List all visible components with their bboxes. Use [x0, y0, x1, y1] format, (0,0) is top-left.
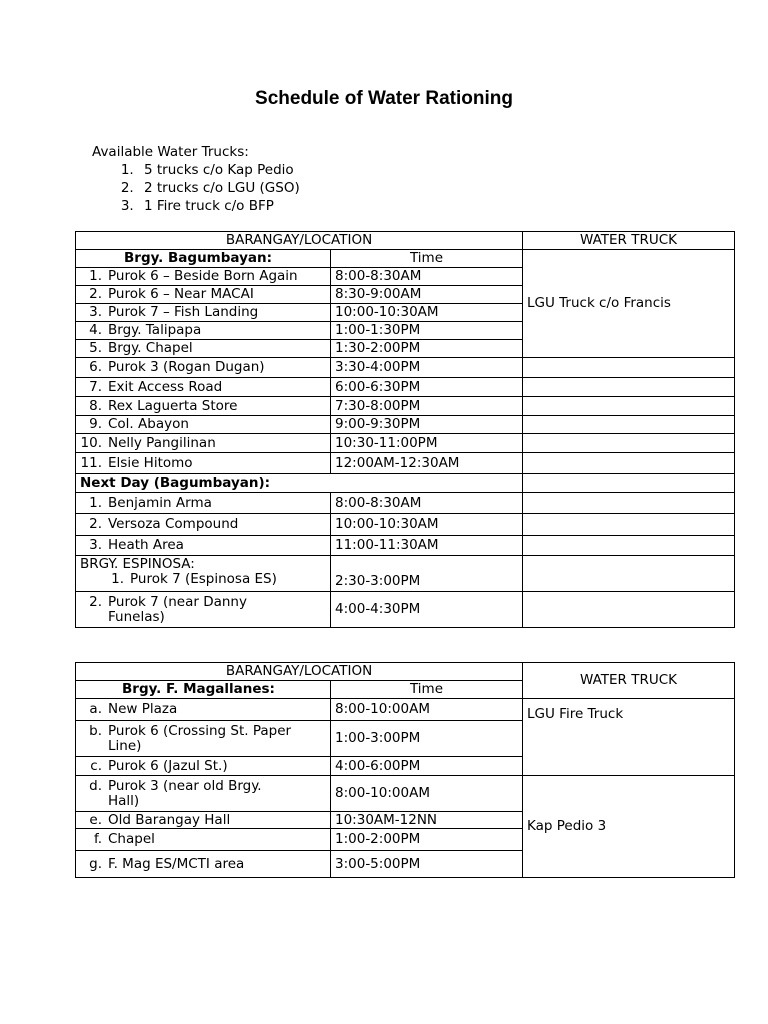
row-number: 4.: [89, 322, 102, 338]
row-number: 2.: [89, 286, 102, 302]
truck-cell-empty: [523, 358, 735, 378]
row-location: Nelly Pangilinan: [108, 434, 216, 451]
header-location: BARANGAY/LOCATION: [76, 232, 523, 250]
table-row: [76, 358, 735, 378]
row-time: 10:30AM-12NN: [331, 812, 523, 829]
row-location: New Plaza: [108, 701, 178, 717]
row-time: 3:30-4:00PM: [331, 358, 523, 378]
row-location: Brgy. Talipapa: [108, 322, 202, 338]
table-row: [76, 378, 735, 397]
row-number: d.: [89, 777, 102, 794]
truck-assignment: LGU Truck c/o Francis: [523, 250, 735, 358]
row-number: e.: [89, 811, 102, 828]
truck-item: 2. 2 trucks c/o LGU (GSO): [138, 179, 300, 197]
truck-cell-empty: [523, 592, 735, 628]
subheader-barangay: Brgy. Bagumbayan:: [76, 250, 331, 268]
row-number: 1.: [89, 494, 102, 511]
truck-cell-empty: [523, 556, 735, 592]
row-number: 1.: [89, 268, 102, 284]
section-row: [76, 474, 735, 493]
table-row: [76, 536, 735, 556]
header-water-truck: WATER TRUCK: [523, 232, 735, 250]
row-time: 10:00-10:30AM: [331, 514, 523, 536]
row-time: 11:00-11:30AM: [331, 536, 523, 556]
row-time: 6:00-6:30PM: [331, 378, 523, 397]
subheader-time: Time: [331, 250, 523, 268]
row-time: 1:00-1:30PM: [331, 322, 523, 340]
table-row: [76, 592, 735, 628]
row-number: 2.: [89, 593, 102, 610]
table-row: [76, 397, 735, 416]
row-location: Purok 7 (Espinosa ES): [130, 571, 277, 587]
subheader-time: Time: [331, 681, 523, 699]
truck-cell-empty: [523, 493, 735, 514]
row-number: g.: [89, 855, 102, 872]
row-location: Purok 6 (Jazul St.): [108, 757, 228, 774]
row-time: 8:30-9:00AM: [331, 286, 523, 304]
row-location: F. Mag ES/MCTI area: [108, 855, 245, 872]
table-row: [76, 699, 735, 721]
row-location: Purok 3 (Rogan Dugan): [108, 359, 265, 375]
row-location: Purok 6 – Beside Born Again: [108, 268, 298, 284]
row-location: Purok 7 (near Danny: [108, 593, 247, 610]
table-row: [76, 453, 735, 474]
row-number: 2.: [89, 516, 102, 532]
truck-cell-empty: [523, 434, 735, 453]
truck-cell-empty: [523, 378, 735, 397]
trucks-list: [92, 161, 300, 215]
row-time: 1:30-2:00PM: [331, 340, 523, 358]
row-number: 7.: [89, 378, 102, 395]
row-location-cont: Line): [108, 737, 142, 754]
row-time: 10:00-10:30AM: [331, 304, 523, 322]
subheader-barangay: Brgy. F. Magallanes:: [76, 681, 331, 699]
table-subheader-row: [76, 250, 735, 268]
row-location: Rex Laguerta Store: [108, 397, 238, 414]
row-number: 1.: [111, 571, 124, 587]
table-row: [76, 493, 735, 514]
row-location: Purok 7 – Fish Landing: [108, 304, 259, 320]
truck-cell-empty: [523, 536, 735, 556]
row-time: 7:30-8:00PM: [331, 397, 523, 416]
row-number: 9.: [89, 416, 102, 432]
available-trucks: [92, 143, 300, 215]
row-location: Exit Access Road: [108, 378, 223, 395]
truck-cell-empty: [523, 397, 735, 416]
header-location: BARANGAY/LOCATION: [76, 663, 523, 681]
section-label: Next Day (Bagumbayan):: [76, 474, 523, 493]
table-row: [76, 416, 735, 434]
row-location: Purok 6 – Near MACAI: [108, 286, 254, 302]
header-water-truck: WATER TRUCK: [523, 663, 735, 699]
truck-cell-empty: [523, 474, 735, 493]
row-number: 8.: [89, 397, 102, 414]
row-location: Elsie Hitomo: [108, 454, 193, 471]
row-location: Brgy. Chapel: [108, 340, 193, 356]
row-time: 8:00-10:00AM: [331, 699, 523, 721]
truck-cell-empty: [523, 453, 735, 474]
section-label: BRGY. ESPINOSA:: [80, 556, 195, 572]
truck-cell-empty: [523, 416, 735, 434]
row-number: a.: [89, 701, 102, 717]
row-number: f.: [93, 831, 102, 847]
row-time: 2:30-3:00PM: [331, 556, 523, 592]
schedule-table-magallanes: [75, 662, 735, 878]
truck-item: 1. 5 trucks c/o Kap Pedio: [138, 161, 300, 179]
row-location: Col. Abayon: [108, 416, 189, 432]
table-header-row: [76, 663, 735, 681]
row-location: Heath Area: [108, 537, 184, 553]
row-time: 10:30-11:00PM: [331, 434, 523, 453]
row-number: 5.: [89, 340, 102, 356]
table-row: [76, 556, 735, 592]
table-row: [76, 434, 735, 453]
row-time: 8:00-8:30AM: [331, 268, 523, 286]
row-time: 9:00-9:30PM: [331, 416, 523, 434]
row-location: Old Barangay Hall: [108, 811, 231, 828]
row-number: 6.: [89, 359, 102, 375]
row-time: 4:00-4:30PM: [331, 592, 523, 628]
row-number: 3.: [89, 304, 102, 320]
truck-assignment: Kap Pedio 3: [523, 776, 735, 878]
row-location: Purok 6 (Crossing St. Paper: [108, 722, 292, 739]
table-header-row: [76, 232, 735, 250]
page-title: Schedule of Water Rationing: [255, 88, 513, 109]
row-location: Chapel: [108, 831, 155, 847]
row-number: 10.: [80, 434, 102, 451]
row-time: 8:00-10:00AM: [331, 776, 523, 812]
truck-assignment: LGU Fire Truck: [523, 699, 735, 776]
row-time: 12:00AM-12:30AM: [331, 453, 523, 474]
row-time: 8:00-8:30AM: [331, 493, 523, 514]
schedule-table-bagumbayan: [75, 231, 735, 628]
row-number: 11.: [80, 454, 102, 471]
row-time: 1:00-3:00PM: [331, 721, 523, 757]
row-number: b.: [89, 722, 102, 739]
table-row: [76, 514, 735, 536]
row-number: 3.: [89, 537, 102, 553]
row-time: 1:00-2:00PM: [331, 829, 523, 851]
truck-cell-empty: [523, 514, 735, 536]
truck-item: 3. 1 Fire truck c/o BFP: [138, 197, 300, 215]
row-number: c.: [90, 757, 102, 774]
row-location-cont: Funelas): [108, 608, 165, 625]
row-location: Versoza Compound: [108, 516, 239, 532]
row-location: Benjamin Arma: [108, 494, 212, 511]
row-location-cont: Hall): [108, 792, 140, 809]
trucks-heading: Available Water Trucks:: [92, 144, 249, 160]
row-location: Purok 3 (near old Brgy.: [108, 777, 262, 794]
row-time: 3:00-5:00PM: [331, 851, 523, 878]
table-row: [76, 776, 735, 812]
row-time: 4:00-6:00PM: [331, 757, 523, 776]
